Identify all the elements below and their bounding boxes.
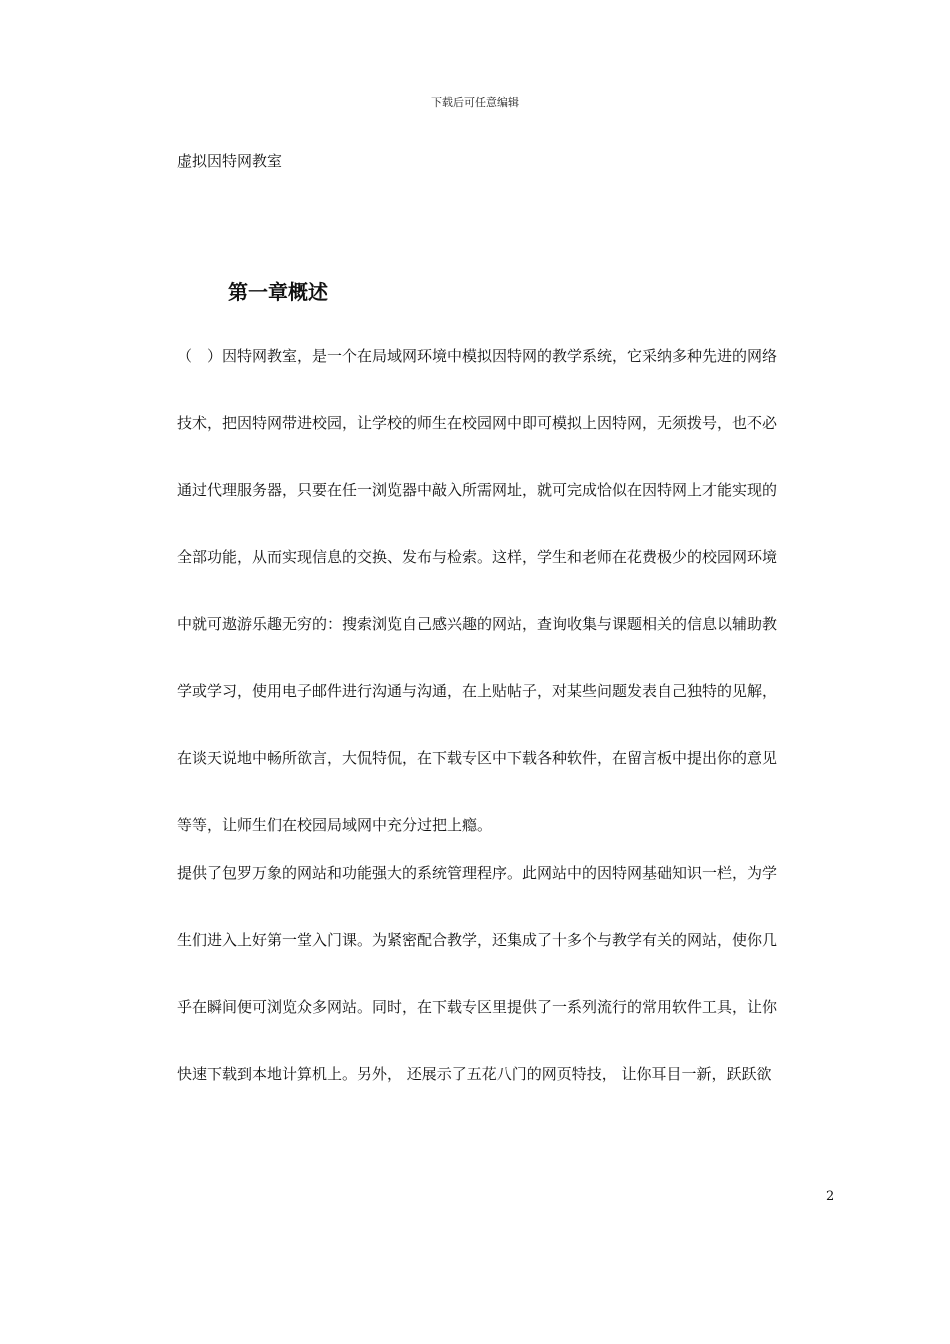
page-header: 下载后可任意编辑 [431, 96, 519, 109]
page-number: 2 [826, 1189, 835, 1204]
text-line: 学或学习，使用电子邮件进行沟通与沟通，在上贴帖子，对某些问题发表自己独特的见解， [177, 682, 778, 700]
text-line: 等等，让师生们在校园局域网中充分过把上瘾。 [177, 816, 493, 834]
text-line: 中就可遨游乐趣无穷的：搜索浏览自己感兴趣的网站，查询收集与课题相关的信息以辅助教 [177, 615, 778, 633]
text-line: 生们进入上好第一堂入门课。为紧密配合教学，还集成了十多个与教学有关的网站，使你几 [177, 931, 778, 949]
text-line: 技术，把因特网带进校园，让学校的师生在校园网中即可模拟上因特网，无须拨号，也不必 [177, 414, 778, 432]
document-title: 虚拟因特网教室 [177, 152, 283, 170]
text-line: 乎在瞬间便可浏览众多网站。同时，在下载专区里提供了一系列流行的常用软件工具，让你 [177, 998, 778, 1016]
text-line: （ ）因特网教室，是一个在局域网环境中模拟因特网的教学系统，它采纳多种先进的网络 [177, 347, 778, 365]
text-line: 在谈天说地中畅所欲言，大侃特侃，在下载专区中下载各种软件，在留言板中提出你的意见 [177, 749, 778, 767]
text-line: 通过代理服务器，只要在任一浏览器中敲入所需网址，就可完成恰似在因特网上才能实现的 [177, 481, 778, 499]
chapter-heading: 第一章概述 [228, 280, 328, 304]
text-line: 快速下载到本地计算机上。另外， 还展示了五花八门的网页特技， 让你耳目一新，跃跃欲 [177, 1065, 772, 1083]
text-line: 提供了包罗万象的网站和功能强大的系统管理程序。此网站中的因特网基础知识一栏，为学 [177, 864, 778, 882]
text-line: 全部功能，从而实现信息的交换、发布与检索。这样，学生和老师在花费极少的校园网环境 [177, 548, 778, 566]
